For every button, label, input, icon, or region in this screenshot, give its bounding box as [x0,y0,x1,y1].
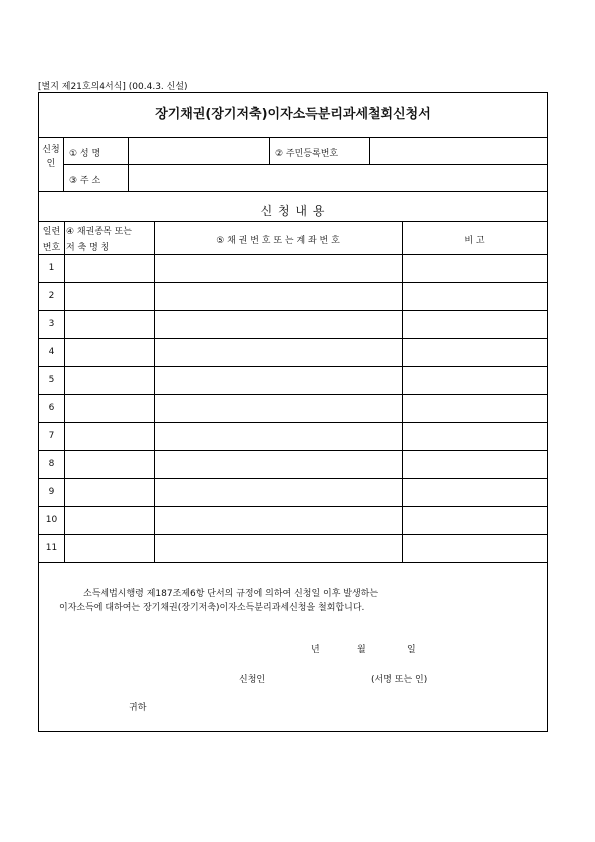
row-number: 6 [48,403,55,413]
applicant-group-label: 신청인 [42,145,60,169]
row-number: 5 [48,375,55,385]
account-col-divider [402,221,403,562]
rrn-divider [369,137,370,164]
serial-col-divider [64,221,65,562]
address-label: ③ 주 소 [69,176,101,186]
serial-header-line2: 번호 [42,243,61,253]
row-number: 4 [48,347,55,357]
table-row-divider [39,562,547,563]
name-label: ① 성 명 [69,149,101,159]
declaration-line2: 이자소득에 대하여는 장기채권(장기저축)이자소득분리과세신청을 철회합니다. [59,603,365,613]
serial-header-line1: 일련 [42,227,61,237]
row-number: 10 [45,515,58,525]
table-row-divider [39,506,547,507]
table-row-divider [39,338,547,339]
bond-col-divider [154,221,155,562]
table-row-divider [39,282,547,283]
row-number: 3 [48,319,55,329]
table-row-divider [39,310,547,311]
applicant-bottom [39,191,547,192]
form-caption: [별지 제21호의4서식] (00.4.3. 신설) [38,82,188,92]
day-label: 일 [407,645,416,655]
header-bottom [39,254,547,255]
application-form [38,92,548,732]
row-number: 11 [45,543,58,553]
section-title: 신 청 내 용 [260,204,326,218]
label-divider [128,137,129,191]
row-number: 9 [48,487,55,497]
table-row-divider [39,534,547,535]
form-title: 장기채권(장기저축)이자소득분리과세철회신청서 [39,93,547,138]
name-divider [269,137,270,164]
month-label: 월 [357,645,366,655]
section-bottom [39,221,547,222]
bond-header-line1: ④ 채권종목 또는 [66,227,132,237]
account-header: ⑤ 채 권 번 호 또 는 계 좌 번 호 [216,236,340,246]
addressee-label: 귀하 [129,703,147,713]
year-label: 년 [311,645,320,655]
row-number: 1 [48,263,55,273]
signature-label: (서명 또는 인) [371,675,428,685]
row-number: 8 [48,459,55,469]
table-row-divider [39,366,547,367]
applicant-sign-label: 신청인 [239,675,266,685]
table-row-divider [39,394,547,395]
remarks-header: 비 고 [464,236,485,246]
row-number: 2 [48,291,55,301]
row-number: 7 [48,431,55,441]
table-row-divider [39,422,547,423]
table-row-divider [39,478,547,479]
table-row-divider [39,450,547,451]
bond-header-line2: 저 축 명 칭 [66,243,110,253]
rrn-label: ② 주민등록번호 [275,149,339,159]
declaration-line1: 소득세법시행령 제187조제6항 단서의 규정에 의하여 신청일 이후 발생하는 [83,589,379,599]
applicant-row-divider [63,164,547,165]
